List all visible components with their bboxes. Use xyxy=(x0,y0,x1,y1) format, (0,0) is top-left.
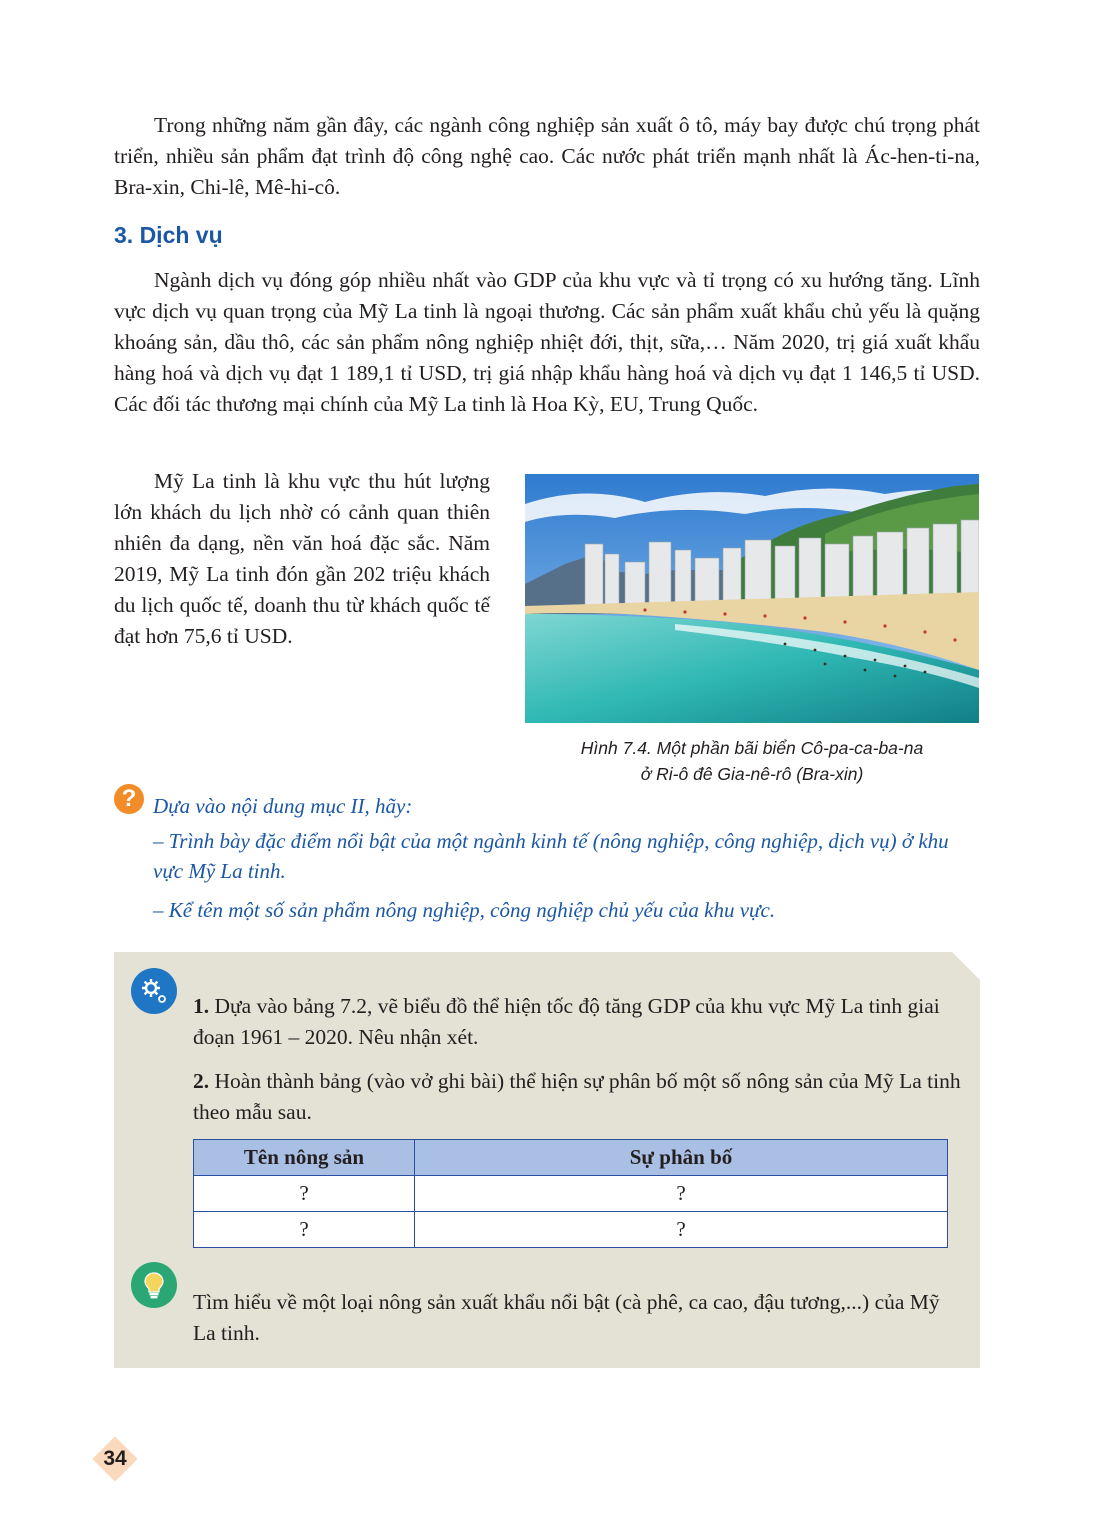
task-1-number: 1. xyxy=(193,994,210,1018)
page-number-text: 34 xyxy=(103,1447,127,1470)
question-item-2: – Kể tên một số sản phẩm nông nghiệp, công nghiệp chủ yếu của khu vực. xyxy=(153,898,776,922)
table-row xyxy=(194,1176,948,1212)
tourism-paragraph: Mỹ La tinh là khu vực thu hút lượng lớn khách du lịch nhờ có cảnh quan thiên nhiên đa dạng, nền văn hoá đặc sắc. Năm 2019, Mỹ La tinh đón gần 202 triệu khách du lịch quốc tế, doanh thu từ khách quốc tế đạt hơn 75,6 tỉ USD. xyxy=(114,469,490,648)
lightbulb-icon xyxy=(131,1262,177,1308)
table-cell: ? xyxy=(194,1212,415,1248)
table-row xyxy=(194,1212,948,1248)
page-number xyxy=(92,1436,138,1482)
table-header-row xyxy=(194,1140,948,1176)
intro-paragraph: Trong những năm gần đây, các ngành công nghiệp sản xuất ô tô, máy bay được chú trọng phát triển, nhiều sản phẩm đạt trình độ công nghệ cao. Các nước phát triển mạnh nhất là Ác-hen-ti-na, Bra-xin, Chi-lê, Mê-hi-cô. xyxy=(114,113,980,199)
task-2 xyxy=(193,1066,963,1128)
task-1 xyxy=(193,991,963,1053)
table-cell: ? xyxy=(415,1212,948,1248)
table-header-distribution: Sự phân bố xyxy=(415,1140,948,1176)
question-item-1: – Trình bày đặc điểm nổi bật của một ngành kinh tế (nông nghiệp, công nghiệp, dịch vụ) ở khu vực Mỹ La tinh. xyxy=(153,829,949,883)
figure-caption xyxy=(525,735,979,787)
caption-line-2: ở Ri-ô đê Gia-nê-rô (Bra-xin) xyxy=(640,764,864,784)
task-1-text: Dựa vào bảng 7.2, vẽ biểu đồ thể hiện tốc độ tăng GDP của khu vực Mỹ La tinh giai đoạn 1961 – 2020. Nêu nhận xét. xyxy=(193,994,940,1049)
table-header-product: Tên nông sản xyxy=(194,1140,415,1176)
task-2-text: Hoàn thành bảng (vào vở ghi bài) thể hiện sự phân bố một số nông sản của Mỹ La tinh theo mẫu sau. xyxy=(193,1069,961,1124)
table-cell: ? xyxy=(415,1176,948,1212)
question-icon: ? xyxy=(114,784,144,814)
gear-icon xyxy=(131,968,177,1014)
task-2-number: 2. xyxy=(193,1069,210,1093)
explore-text: Tìm hiểu về một loại nông sản xuất khẩu nổi bật (cà phê, ca cao, đậu tương,...) của Mỹ La tinh. xyxy=(193,1290,940,1345)
table-cell: ? xyxy=(194,1176,415,1212)
section-heading: 3. Dịch vụ xyxy=(114,222,223,248)
services-paragraph: Ngành dịch vụ đóng góp nhiều nhất vào GDP của khu vực và tỉ trọng có xu hướng tăng. Lĩnh vực dịch vụ quan trọng của Mỹ La tinh là ngoại thương. Các sản phẩm xuất khẩu chủ yếu là quặng khoáng sản, dầu thô, các sản phẩm nông nghiệp nhiệt đới, thịt, sữa,… Năm 2020, trị giá xuất khẩu hàng hoá và dịch vụ đạt 1 189,1 tỉ USD, trị giá nhập khẩu hàng hoá và dịch vụ đạt 1 146,5 tỉ USD. Các đối tác thương mại chính của Mỹ La tinh là Hoa Kỳ, EU, Trung Quốc. xyxy=(114,268,980,416)
copacabana-beach-illustration xyxy=(525,474,979,723)
agricultural-products-table xyxy=(193,1139,948,1248)
beach-photo xyxy=(525,474,979,723)
question-intro: Dựa vào nội dung mục II, hãy: xyxy=(153,794,413,818)
caption-line-1: Hình 7.4. Một phần bãi biển Cô-pa-ca-ba-na xyxy=(580,738,924,758)
